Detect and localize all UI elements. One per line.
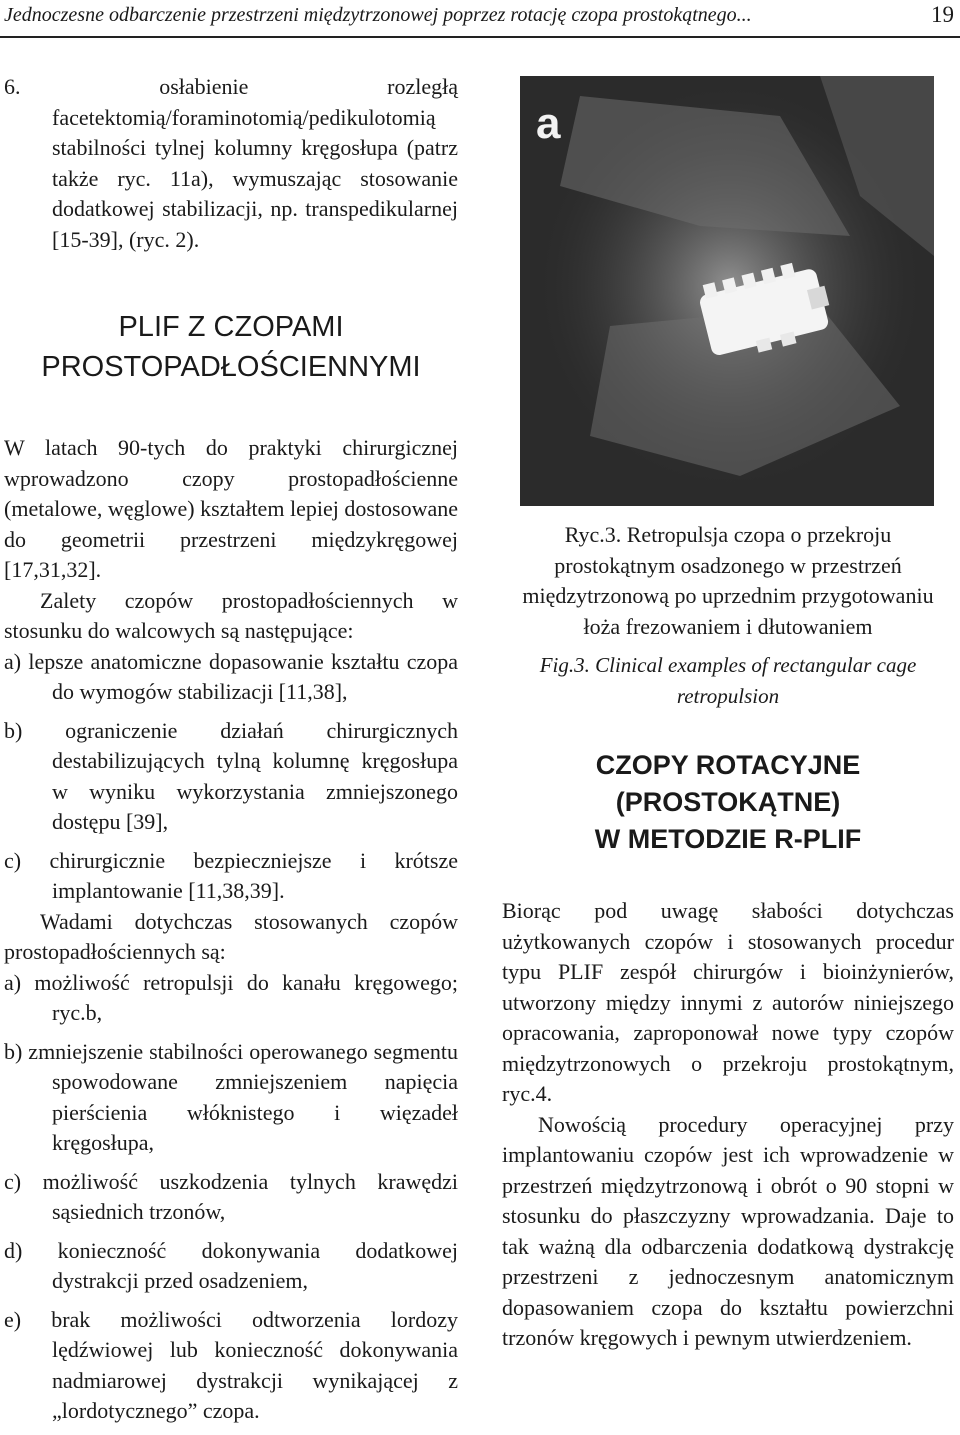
heading-line: (PROSTOKĄTNE): [615, 787, 841, 817]
list-item: b) zmniejszenie stabilności operowanego segmentu spowodowane zmniejszeniem napięcia pierścienia włóknistego i więzadeł kręgosłupa,: [4, 1038, 458, 1155]
heading-line: PLIF Z CZOPAMI: [118, 311, 344, 343]
figure-caption-polish: Ryc.3. Retropulsja czopa o przekroju prostokątnym osadzonego w przestrzeń międzytrzonową po uprzednim przygotowaniu łoża frezowaniem i dłutowaniem: [522, 522, 934, 639]
list-item: a) lepsze anatomiczne dopasowanie kształtu czopa do wymogów stabilizacji [11,38],: [4, 648, 458, 704]
heading-line: CZOPY ROTACYJNE: [595, 750, 861, 780]
list-item: d) konieczność dokonywania dodatkowej dystrakcji przed osadzeniem,: [4, 1237, 458, 1293]
paragraph: W latach 90-tych do praktyki chirurgicznej wprowadzono czopy prostopadłościenne (metalowe, węglowe) kształtem lepiej dostosowane do geometrii przestrzeni międzykręgowej [17,31,32].: [4, 435, 458, 582]
paragraph: Wadami dotychczas stosowanych czopów prostopadłościennych są:: [4, 908, 458, 964]
list-item: a) możliwość retropulsji do kanału kręgowego; ryc.b,: [4, 969, 458, 1025]
heading-line: W METODZIE R-PLIF: [594, 824, 862, 854]
section-heading-rotational-cages: [502, 747, 954, 858]
list-item: c) możliwość uszkodzenia tylnych krawędzi sąsiednich trzonów,: [4, 1168, 458, 1224]
xray-figure: [520, 76, 934, 506]
section-heading-plif: [4, 307, 458, 387]
list-item-6: 6. osłabienie rozległą facetektomią/foraminotomią/pedikulotomią stabilności tylnej kolumny kręgosłupa (patrz także ryc. 11a), wymuszając stosowanie dodatkowej stabilizacji, np. transpedikularnej [15-39], (ryc. 2).: [4, 74, 458, 252]
list-item: c) chirurgicznie bezpieczniejsze i krótsze implantowanie [11,38,39].: [4, 847, 458, 903]
paragraph: Nowością procedury operacyjnej przy implantowaniu czopów jest ich wprowadzenie w przestrzeń międzytrzonową i obrót o 90 stopni w stosunku do płaszczyzny wprowadzania. Daje to tak ważną dla odbarczenia dodatkową dystrakcję przestrzeni z jednoczesnym anatomicznym dopasowaniem czopa do kształtu powierzchni trzonów kręgowych i pewnym utwierdzeniem.: [502, 1111, 954, 1350]
list-item: e) brak możliwości odtworzenia lordozy lędźwiowej lub konieczność dokonywania nadmiarowej dystrakcji wynikającej z „lordotycznego” czopa.: [4, 1306, 458, 1423]
header-title: Jednoczesne odbarczenie przestrzeni międzytrzonowej poprzez rotację czopa prostokątnego...: [4, 4, 752, 26]
figure-caption-english: Fig.3. Clinical examples of rectangular cage retropulsion: [539, 653, 917, 708]
figure-label: a: [536, 99, 561, 148]
left-column: [4, 72, 458, 1427]
running-header: [0, 0, 960, 38]
list-item: b) ograniczenie działań chirurgicznych destabilizujących tylną kolumnę kręgosłupa w wyniku wykorzystania zmniejszonego dostępu [39],: [4, 717, 458, 834]
paragraph: Biorąc pod uwagę słabości dotychczas użytkowanych czopów i stosowanych procedur typu PLIF zespół chirurgów i bioinżynierów, utworzony między innymi z autorów niniejszego opracowania, zaproponował nowe typy czopów międzytrzonowych o przekroju prostokątnym, ryc.4.: [502, 898, 954, 1106]
right-column: [502, 520, 954, 1354]
xray-image: [520, 76, 934, 506]
page-number: 19: [931, 2, 954, 27]
heading-line: PROSTOPADŁOŚCIENNYMI: [41, 351, 421, 383]
paragraph: Zalety czopów prostopadłościennych w stosunku do walcowych są następujące:: [4, 587, 458, 643]
